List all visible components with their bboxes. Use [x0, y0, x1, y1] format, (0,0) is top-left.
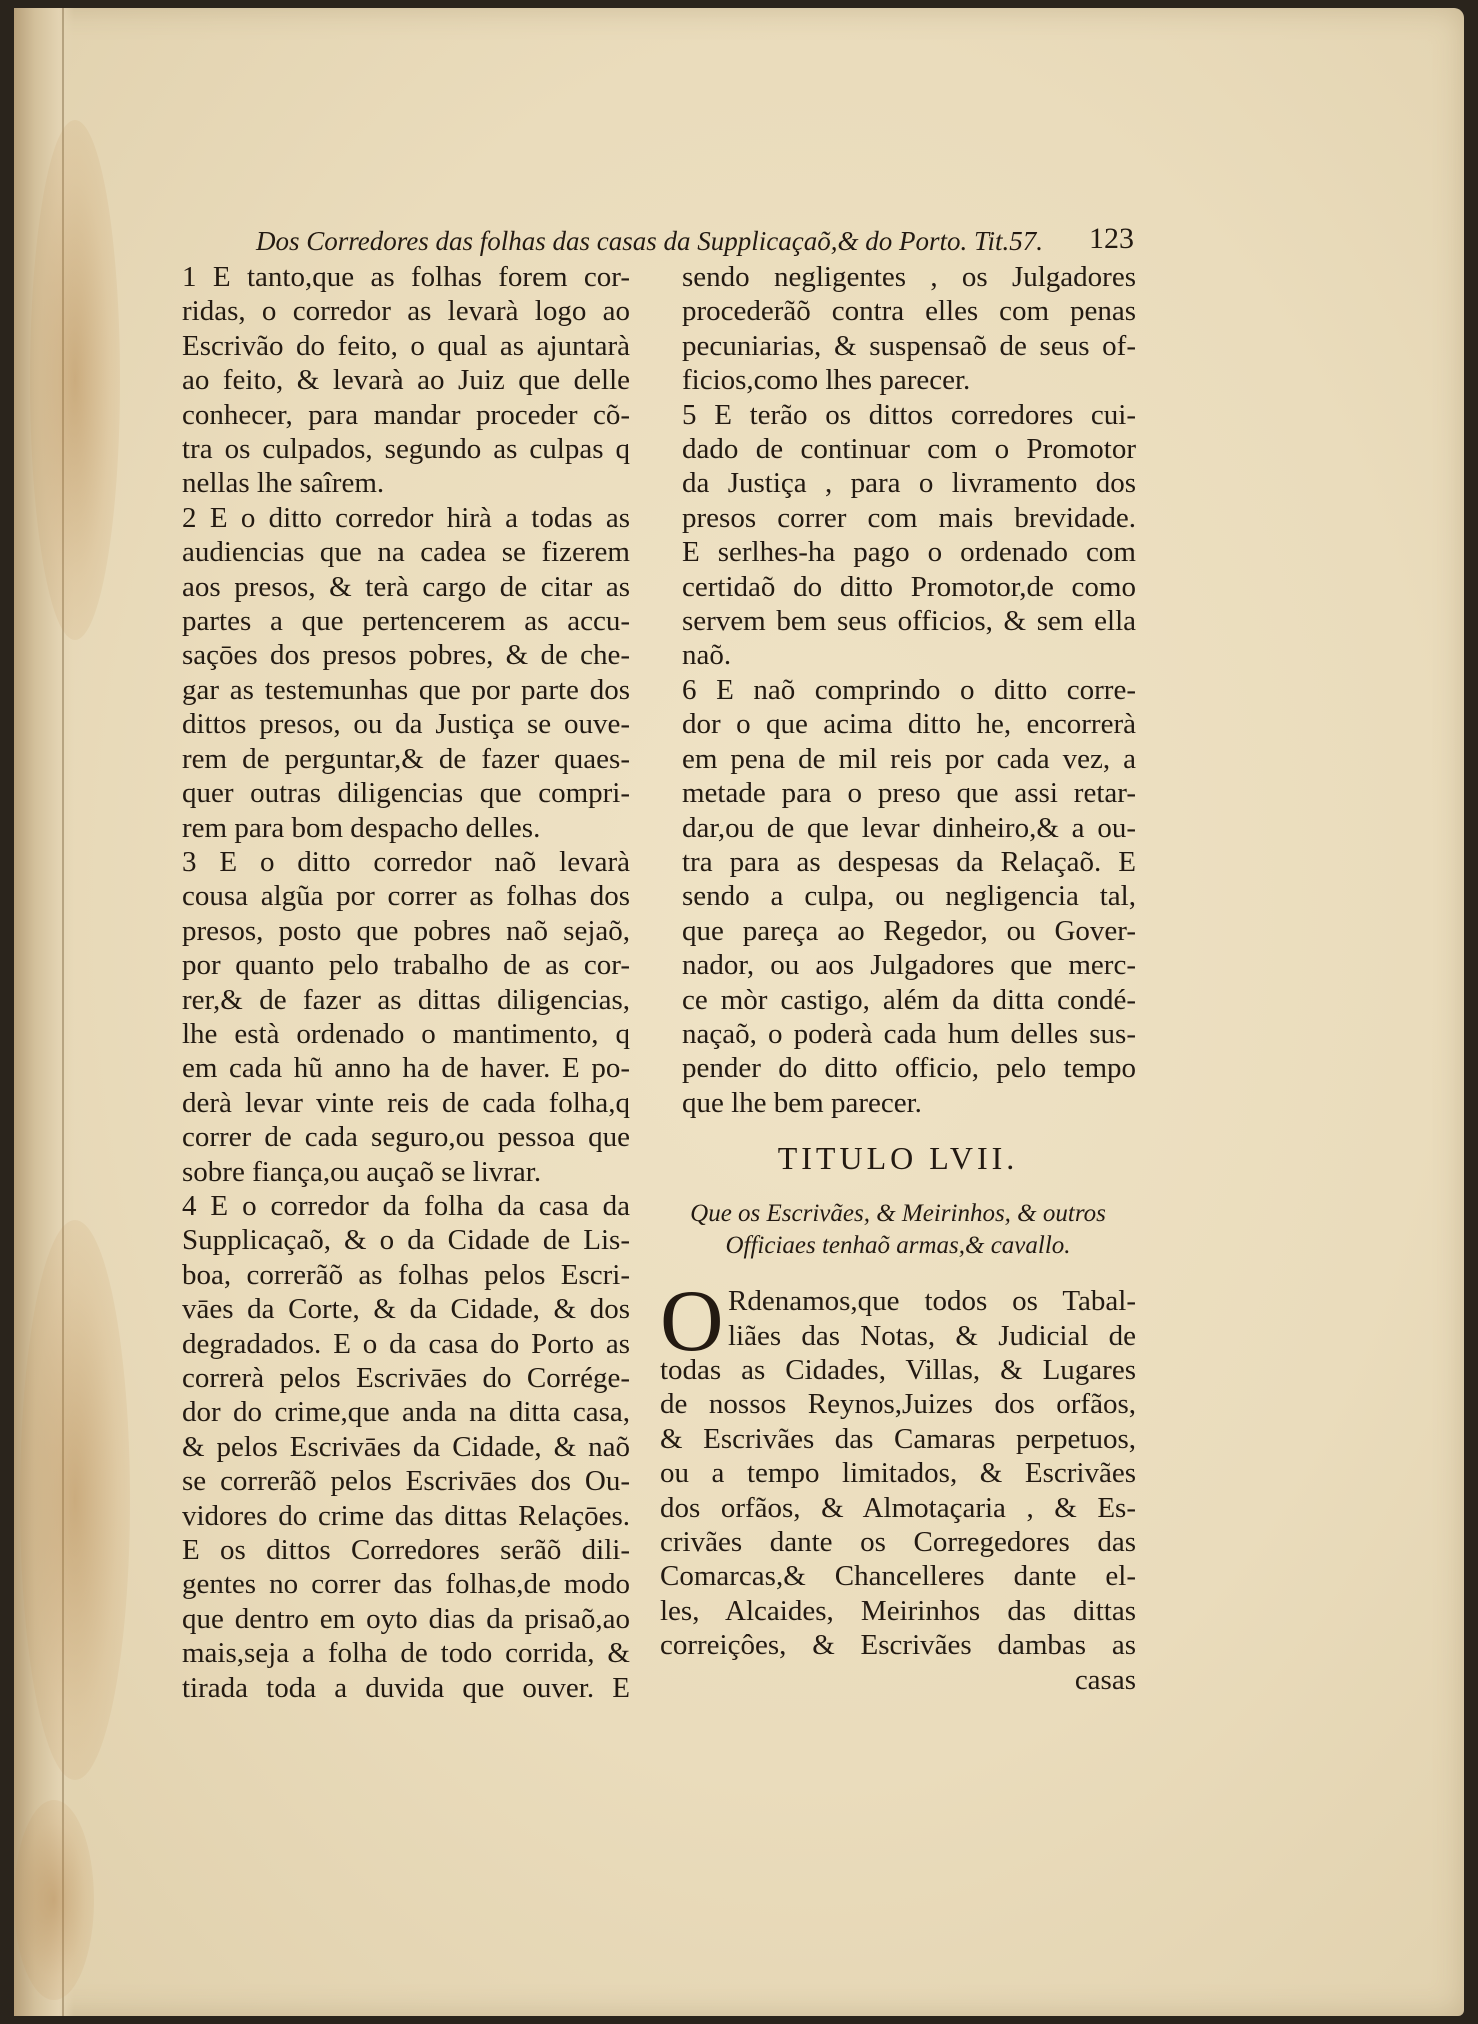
text-line: E serlhes-ha pago o ordenado com	[682, 536, 1136, 569]
text-line: rem para bom despacho delles.	[182, 811, 541, 844]
text-line: vidores do crime das dittas Relaçōes.	[182, 1499, 630, 1532]
right-column	[660, 260, 1136, 1697]
text-line: derà levar vinte reis de cada folha,q	[182, 1086, 630, 1119]
section-subtitle	[660, 1198, 1136, 1262]
water-stain	[20, 1220, 130, 1780]
text-line: gar as testemunhas que por parte dos	[182, 673, 630, 706]
text-line: correrà pelos Escrivāes do Corrége-	[182, 1362, 630, 1394]
text-line: & Escrivães das Camaras perpetuos,	[660, 1422, 1136, 1455]
text-line: presos, posto que pobres naõ sejaõ,	[182, 914, 630, 947]
subtitle-line: Officiaes tenhaõ armas,& cavallo.	[725, 1232, 1071, 1260]
text-line: Comarcas,& Chancelleres dante el-	[660, 1560, 1136, 1593]
drop-cap: O	[660, 1273, 724, 1371]
text-line: ficios,como lhes parecer.	[682, 364, 971, 397]
text-line: dittos presos, ou da Justiça se ouve-	[182, 708, 630, 741]
text-line: pender do ditto officio, pelo tempo	[682, 1052, 1136, 1085]
text-line: dos orfãos, & Almotaçaria , & Es-	[660, 1491, 1136, 1524]
text-line: de nossos Reynos,Juizes dos orfãos,	[660, 1388, 1136, 1421]
subtitle-line: Que os Escrivães, & Meirinhos, & outros	[690, 1200, 1106, 1228]
text-line: dor o que acima ditto he, encorrerà	[682, 708, 1136, 741]
text-line: Supplicaçaõ, & o da Cidade de Lis-	[182, 1224, 630, 1257]
text-line: Rdenamos,que todos os Tabal-	[728, 1285, 1136, 1318]
text-line: naçaõ, o poderà cada hum delles sus-	[682, 1017, 1136, 1050]
text-line: que dentro em oyto dias da prisaõ,ao	[182, 1602, 630, 1635]
text-line: procederãõ contra elles com penas	[682, 295, 1136, 328]
text-line: gentes no correr das folhas,de modo	[182, 1568, 630, 1601]
text-line: por quanto pelo trabalho de as cor-	[182, 949, 630, 982]
text-line: ou a tempo limitados, & Escrivães	[660, 1457, 1136, 1490]
text-line: metade para o preso que assi retar-	[682, 777, 1136, 810]
text-line: da Justiça , para o livramento dos	[682, 467, 1136, 500]
text-line: 6 E naõ comprindo o ditto corre-	[682, 673, 1136, 706]
text-line: presos correr com mais brevidade.	[682, 501, 1136, 534]
text-line: liães das Notas, & Judicial de	[728, 1319, 1136, 1352]
text-line: 1 E tanto,que as folhas forem cor-	[182, 261, 630, 293]
text-line: naõ.	[682, 639, 732, 672]
text-line: lhe està ordenado o mantimento, q	[182, 1017, 630, 1050]
text-line: tra para as despesas da Relaçaõ. E	[682, 845, 1136, 878]
text-line: sobre fiança,ou auçaõ se livrar.	[182, 1155, 542, 1188]
text-line: 5 E terão os dittos corredores cui-	[682, 398, 1136, 431]
text-line: rer,& de fazer as dittas diligencias,	[182, 983, 630, 1016]
water-stain	[14, 1800, 94, 2000]
paragraph	[660, 260, 1136, 398]
text-line: certidaõ do ditto Promotor,de como	[682, 570, 1136, 603]
text-line: se correrãõ pelos Escrivāes dos Ou-	[182, 1465, 630, 1498]
text-line: ridas, o corredor as levarà logo ao	[182, 295, 630, 328]
text-line: mais,seja a folha de todo corrida, &	[182, 1637, 630, 1670]
text-line: 3 E o ditto corredor naõ levarà	[182, 845, 630, 878]
water-stain	[30, 120, 120, 640]
left-column	[160, 260, 630, 1705]
text-line: ao feito, & levarà ao Juiz que delle	[182, 364, 630, 397]
text-line: cousa algũa por correr as folhas dos	[182, 880, 630, 913]
paragraph	[160, 501, 630, 845]
text-line: correiçôes, & Escrivães dambas as	[660, 1629, 1136, 1662]
text-line: sendo a culpa, ou negligencia tal,	[682, 880, 1136, 913]
text-line: 2 E o ditto corredor hirà a todas as	[182, 501, 630, 534]
text-line: dor do crime,que anda na ditta casa,	[182, 1396, 630, 1429]
text-line: em pena de mil reis por cada vez, a	[682, 742, 1136, 775]
text-line: dado de continuar com o Promotor	[682, 433, 1136, 466]
text-line: correr de cada seguro,ou pessoa que	[182, 1121, 630, 1154]
paragraph	[160, 845, 630, 1189]
text-line: les, Alcaides, Meirinhos das dittas	[660, 1594, 1136, 1627]
page-number: 123	[1089, 222, 1134, 255]
text-line: nador, ou aos Julgadores que merc-	[682, 949, 1136, 982]
text-line: sendo negligentes , os Julgadores	[682, 261, 1136, 293]
catchword: casas	[1074, 1663, 1136, 1696]
text-line: dar,ou de que levar dinheiro,& a ou-	[682, 811, 1136, 844]
text-line: aos presos, & terà cargo de citar as	[182, 570, 630, 603]
text-line: todas as Cidades, Villas, & Lugares	[660, 1353, 1136, 1386]
text-line: crivães dante os Corregedores das	[660, 1526, 1136, 1558]
section-title: TITULO LVII.	[777, 1140, 1019, 1177]
text-line: & pelos Escrivāes da Cidade, & naõ	[182, 1430, 630, 1463]
text-line: conhecer, para mandar proceder cõ-	[182, 398, 630, 431]
text-line: pecuniarias, & suspensaõ de seus of-	[682, 329, 1136, 362]
text-line: E os dittos Corredores serãõ dili-	[182, 1534, 630, 1567]
text-line: que pareça ao Regedor, ou Gover-	[682, 914, 1136, 947]
text-line: vāes da Corte, & da Cidade, & dos	[182, 1293, 630, 1326]
text-line: nellas lhe saîrem.	[182, 467, 385, 500]
paragraph	[660, 673, 1136, 1120]
text-line: saçōes dos presos pobres, & de che-	[182, 639, 630, 672]
text-line: tra os culpados, segundo as culpas q	[182, 433, 630, 466]
text-line: tirada toda a duvida que ouver. E	[182, 1671, 630, 1704]
paragraph	[160, 1189, 630, 1705]
text-line: quer outras diligencias que compri-	[182, 777, 630, 810]
text-line: 4 E o corredor da folha da casa da	[182, 1189, 630, 1222]
text-line: rem de perguntar,& de fazer quaes-	[182, 742, 630, 775]
running-header: Dos Corredores das folhas das casas da Supplicaçaõ,& do Porto. Tit.57.	[256, 226, 1044, 256]
opening-paragraph	[660, 1273, 1136, 1697]
text-line: degradados. E o da casa do Porto as	[182, 1327, 630, 1360]
paragraph	[160, 260, 630, 501]
text-line: audiencias que na cadea se fizerem	[182, 536, 630, 569]
text-line: em cada hũ anno ha de haver. E po-	[182, 1052, 630, 1085]
text-line: que lhe bem parecer.	[682, 1086, 922, 1119]
text-line: boa, correrãõ as folhas pelos Escri-	[182, 1258, 630, 1291]
text-line: servem bem seus officios, & sem ella	[682, 605, 1136, 638]
paragraph	[660, 398, 1136, 673]
text-line: partes a que pertencerem as accu-	[182, 605, 630, 638]
text-line: ce mòr castigo, além da ditta condé-	[682, 983, 1136, 1016]
text-line: Escrivão do feito, o qual as ajuntarà	[182, 329, 630, 362]
